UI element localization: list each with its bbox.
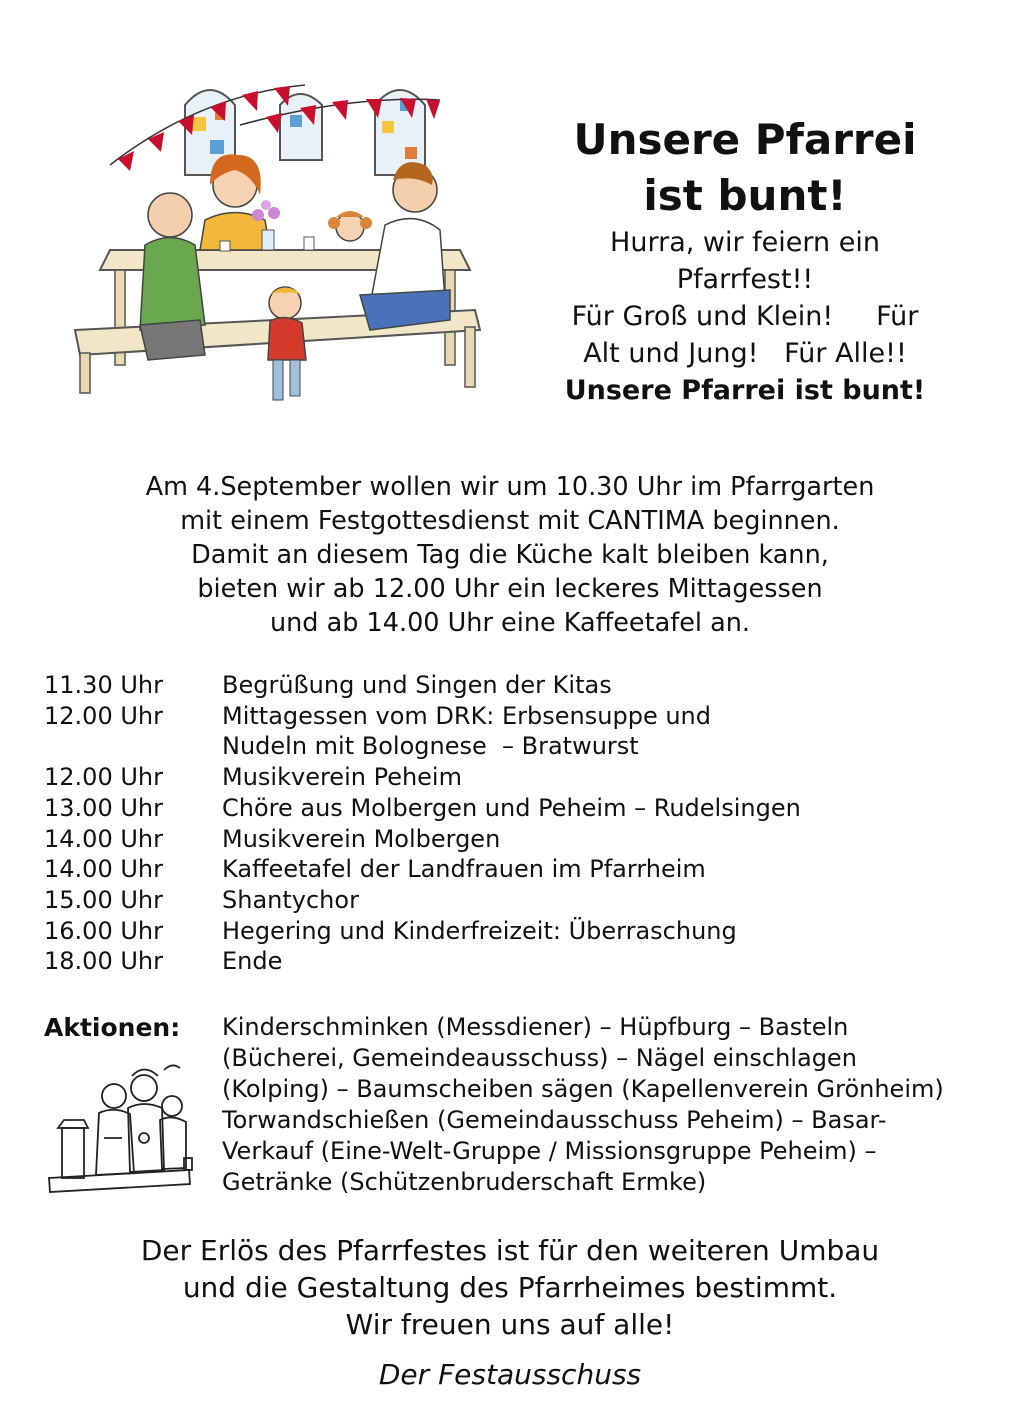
schedule-item: Musikverein Peheim: [222, 763, 462, 792]
header-line-4: Alt und Jung! Für Alle!!: [583, 338, 907, 369]
header: [530, 112, 960, 409]
header-line-3: Für Groß und Klein! Für: [571, 301, 919, 332]
header-line-2: Pfarrfest!!: [676, 264, 814, 295]
schedule-time: 15.00 Uhr: [44, 885, 163, 914]
page-title-line-2: ist bunt!: [643, 171, 847, 220]
schedule-item: Nudeln mit Bolognese – Bratwurst: [222, 732, 639, 761]
schedule-row: [44, 824, 984, 855]
schedule-row: [44, 793, 984, 824]
schedule-list: [44, 670, 984, 977]
schedule-item: Ende: [222, 947, 283, 976]
actions-line: Torwandschießen (Gemeindausschuss Peheim) – Basar-: [222, 1106, 887, 1134]
closing-paragraph: [40, 1232, 980, 1343]
schedule-item: Mittagessen vom DRK: Erbsensuppe und: [222, 701, 711, 730]
market-stall-sketch-illustration: [44, 1058, 194, 1193]
page-title-line-1: Unsere Pfarrei: [573, 115, 917, 164]
intro-line: Damit an diesem Tag die Küche kalt bleiben kann,: [191, 540, 829, 570]
schedule-time: [44, 731, 222, 762]
header-line-1: Hurra, wir feiern ein: [610, 227, 880, 258]
schedule-row: [44, 670, 984, 701]
schedule-row: [44, 885, 984, 916]
schedule-item: Shantychor: [222, 885, 359, 914]
actions-left-column: [44, 1012, 222, 1198]
schedule-time: 14.00 Uhr: [44, 824, 163, 853]
schedule-time: 12.00 Uhr: [44, 763, 163, 792]
intro-line: und ab 14.00 Uhr eine Kaffeetafel an.: [269, 608, 750, 638]
actions-line: Getränke (Schützenbruderschaft Ermke): [222, 1168, 707, 1196]
intro-paragraph: [40, 470, 980, 640]
actions-label: Aktionen:: [44, 1013, 181, 1042]
schedule-item: Musikverein Molbergen: [222, 824, 501, 853]
actions-section: [44, 1012, 994, 1198]
family-festival-illustration: [70, 55, 490, 425]
closing-line: Der Erlös des Pfarrfestes ist für den weiteren Umbau: [140, 1234, 880, 1267]
schedule-time: 11.30 Uhr: [44, 671, 163, 699]
actions-line: Kinderschminken (Messdiener) – Hüpfburg – Basteln: [222, 1013, 849, 1041]
schedule-item: Hegering und Kinderfreizeit: Überraschung: [222, 916, 737, 945]
actions-line: Verkauf (Eine-Welt-Gruppe / Missionsgruppe Peheim) –: [222, 1137, 877, 1165]
schedule-time: 13.00 Uhr: [44, 793, 163, 822]
schedule-row: [44, 946, 984, 977]
intro-line: Am 4.September wollen wir um 10.30 Uhr im Pfarrgarten: [145, 472, 875, 502]
schedule-time: 16.00 Uhr: [44, 916, 163, 945]
actions-line: (Bücherei, Gemeindeausschuss) – Nägel einschlagen: [222, 1044, 857, 1072]
intro-line: bieten wir ab 12.00 Uhr ein leckeres Mittagessen: [197, 574, 823, 604]
schedule-time: 14.00 Uhr: [44, 855, 163, 884]
actions-list: [222, 1012, 994, 1198]
schedule-time: 12.00 Uhr: [44, 701, 163, 730]
closing-line: Wir freuen uns auf alle!: [345, 1308, 675, 1341]
actions-line: (Kolping) – Baumscheiben sägen (Kapellenverein Grönheim): [222, 1075, 944, 1103]
signature: Der Festausschuss: [378, 1358, 642, 1391]
header-line-5: Unsere Pfarrei ist bunt!: [564, 375, 926, 406]
schedule-row: [44, 854, 984, 885]
schedule-item: Kaffeetafel der Landfrauen im Pfarrheim: [222, 855, 706, 884]
schedule-row: [44, 701, 984, 732]
schedule-row: [44, 762, 984, 793]
intro-line: mit einem Festgottesdienst mit CANTIMA beginnen.: [180, 506, 840, 536]
schedule-item: Chöre aus Molbergen und Peheim – Rudelsingen: [222, 793, 801, 822]
schedule-row: [44, 731, 984, 762]
schedule-item: Begrüßung und Singen der Kitas: [222, 671, 612, 699]
closing-line: und die Gestaltung des Pfarrheimes bestimmt.: [182, 1271, 838, 1304]
schedule-time: 18.00 Uhr: [44, 947, 163, 976]
schedule-row: [44, 916, 984, 947]
